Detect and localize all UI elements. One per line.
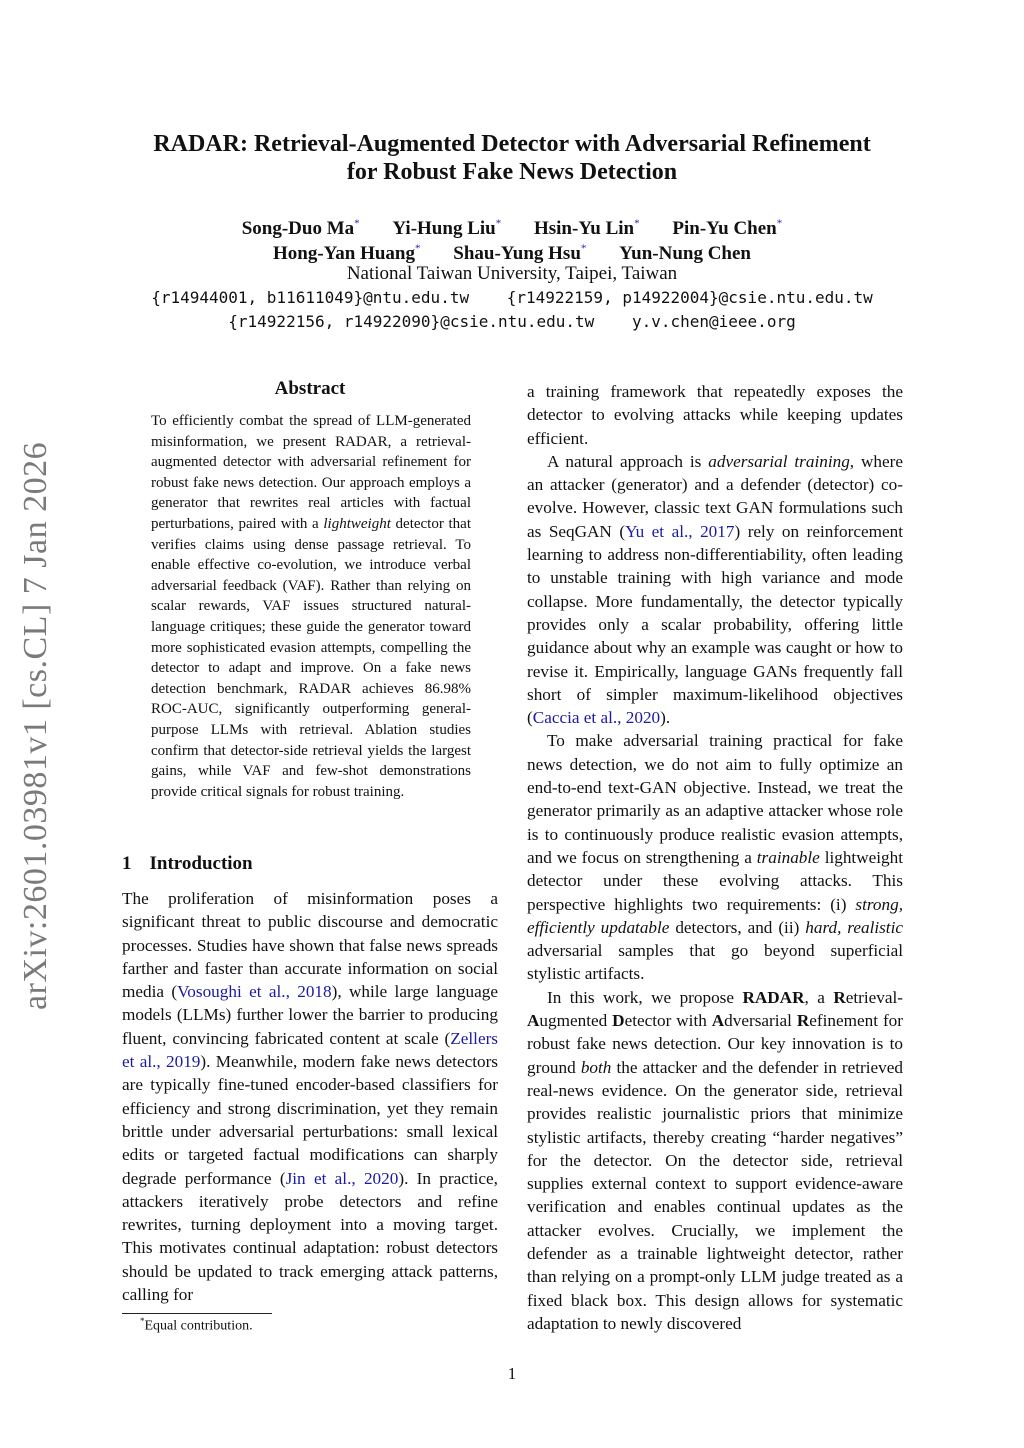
email-line-1	[60, 286, 964, 310]
title-line-2: for Robust Fake News Detection	[346, 159, 678, 185]
section-number: 1	[122, 853, 132, 874]
title-line-1: RADAR: Retrieval-Augmented Detector with Adversarial Refinement	[153, 131, 871, 157]
author: Song-Duo Ma*	[241, 218, 360, 240]
footnote: *Equal contribution.	[140, 1316, 253, 1334]
abstract-text: To efficiently combat the spread of LLM-generated misinformation, we present RADAR, a retrieval-augmented detector with adversarial refinement for robust fake news detection. Our approach employs a generator that rewrites real articles with factual perturbations, paired with a lightweight detector that verifies claims using dense passage retrieval. To enable effective co-evolution, we introduce verbal adversarial feedback (VAF). Rather than relying on scalar rewards, VAF issues structured natural-language critiques; these guide the generator toward more sophisticated evasion attempts, compelling the detector to adapt and improve. On a fake news detection benchmark, RADAR achieves 86.98% ROC-AUC, significantly outperforming general-purpose LLMs with retrieval. Ablation studies confirm that detector-side retrieval yields the largest gains, while VAF and few-shot demonstrations provide critical signals for robust training.	[151, 413, 472, 800]
section-heading	[122, 853, 253, 875]
email: {r14944001, b11611049}@ntu.edu.tw	[151, 288, 470, 307]
email-line-2	[60, 310, 964, 334]
abstract-heading: Abstract	[274, 378, 346, 399]
paragraph: The proliferation of misinformation poses a significant threat to public discourse and democratic processes. Studies have shown that false news spreads farther and faster than accurate information on social media (Vosoughi et al., 2018), while large language models (LLMs) further lower the barrier to producing fluent, convincing fabricated content at scale (Zellers et al., 2019). Meanwhile, modern fake news detectors are typically fine-tuned encoder-based classifiers for efficiency and strong discrimination, yet they remain brittle under adversarial perturbations: small lexical edits or targeted factual modifications can sharply degrade performance (Jin et al., 2020). In practice, attackers iteratively probe detectors and refine rewrites, turning deployment into a moving target. This motivates continual adaptation: robust detectors should be updated to track emerging attack patterns, calling for	[122, 889, 498, 1305]
paragraph: To make adversarial training practical for fake news detection, we do not aim to fully optimize an end-to-end text-GAN objective. Instead, we treat the generator primarily as an adaptive attacker whose role is to continuously produce realistic evasion attempts, and we focus on strengthening a trainable lightweight detector under these evolving attacks. This perspective highlights two requirements: (i) strong, efficiently updatable detectors, and (ii) hard, realistic adversarial samples that go beyond superficial stylistic artifacts.	[527, 731, 903, 984]
intro-right-column	[527, 380, 903, 1335]
citation-link[interactable]: Caccia et al., 2020	[532, 708, 661, 728]
intro-left-column	[122, 887, 498, 1306]
citation-link[interactable]: Vosoughi et al., 2018	[177, 982, 332, 1002]
citation-link[interactable]: Yu et al., 2017	[625, 521, 735, 541]
paragraph: a training framework that repeatedly exposes the detector to evolving attacks while keeping updates efficient.	[527, 382, 903, 448]
email: {r14922156, r14922090}@csie.ntu.edu.tw	[228, 312, 595, 331]
email: y.v.chen@ieee.org	[631, 312, 796, 331]
paragraph: In this work, we propose RADAR, a Retrieval-Augmented Detector with Adversarial Refinement for robust fake news detection. Our key innovation is to ground both the attacker and the defender in retrieved real-news evidence. On the generator side, retrieval provides realistic journalistic priors that minimize stylistic artifacts, thereby creating “harder negatives” for the detector. On the detector side, retrieval supplies external context to support evidence-aware verification and enables continual updates as the attacker evolves. Crucially, we implement the defender as a trainable lightweight detector, rather than relying on a prompt-only LLM judge treated as a fixed black box. This design allows for systematic adaptation to newly discovered	[527, 987, 903, 1333]
author: Yi-Hung Liu*	[392, 218, 502, 240]
author: Hsin-Yu Lin*	[533, 218, 640, 240]
author: Shau-Yung Hsu*	[453, 243, 587, 265]
citation-link[interactable]: Jin et al., 2020	[285, 1168, 399, 1188]
arxiv-identifier: arXiv:2601.03981v1 [cs.CL] 7 Jan 2026	[17, 441, 54, 1010]
paragraph: A natural approach is adversarial training, where an attacker (generator) and a defender (detector) co-evolve. However, classic text GAN formulations such as SeqGAN (Yu et al., 2017) rely on reinforcement learning to address non-differentiability, often leading to unstable training with high variance and mode collapse. More fundamentally, the detector typically provides only a scalar probability, offering little guidance about why an example was caught or how to revise it. Empirically, language GANs frequently fall short of simpler maximum-likelihood objectives (Caccia et al., 2020).	[527, 451, 903, 728]
author: Yun-Nung Chen	[619, 243, 751, 265]
citation-link[interactable]: Zellers et al., 2019	[122, 1028, 498, 1072]
paper-title	[110, 130, 914, 186]
author: Hong-Yan Huang*	[272, 243, 421, 265]
section-title: Introduction	[149, 853, 253, 874]
author: Pin-Yu Chen*	[672, 218, 783, 240]
page-number: 1	[507, 1364, 517, 1383]
affiliation: National Taiwan University, Taipei, Taiwan	[346, 263, 678, 284]
email: {r14922159, p14922004}@csie.ntu.edu.tw	[506, 288, 873, 307]
footnote-rule	[122, 1313, 272, 1314]
